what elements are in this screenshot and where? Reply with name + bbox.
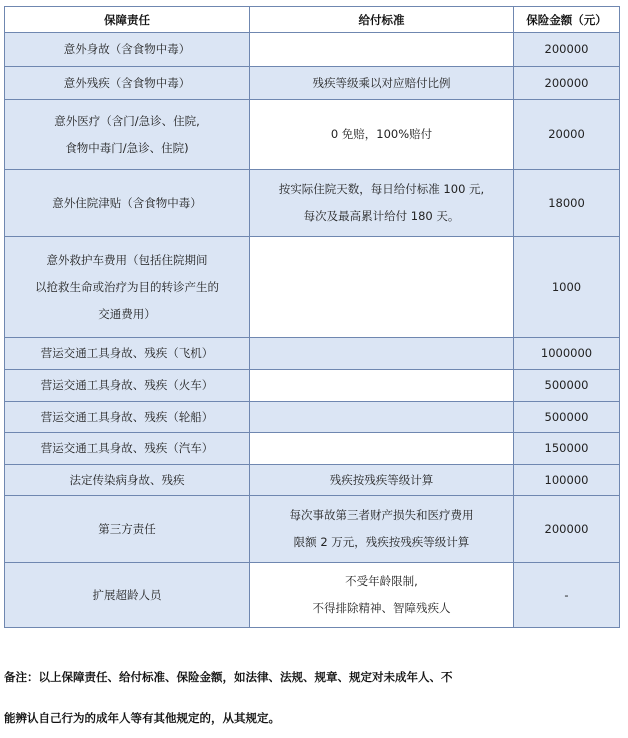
amount-cell: 500000 <box>514 402 620 433</box>
amount-cell: 20000 <box>514 100 620 170</box>
amount-cell: 500000 <box>514 370 620 402</box>
coverage-text: 营运交通工具身故、残疾（轮船） <box>40 409 214 424</box>
header-standard: 给付标准 <box>250 7 514 33</box>
coverage-text: 意外身故（含食物中毒） <box>63 42 191 56</box>
table-row <box>5 496 620 563</box>
amount-cell: 200000 <box>514 33 620 67</box>
standard-cell <box>250 563 514 628</box>
header-amount: 保险金额（元） <box>514 7 620 33</box>
standard-text: 不受年龄限制, <box>345 574 418 588</box>
table-row <box>5 33 620 67</box>
standard-text: 残疾按残疾等级计算 <box>329 472 434 487</box>
coverage-text: 交通费用） <box>98 306 156 321</box>
standard-cell <box>250 67 514 100</box>
coverage-cell <box>5 496 250 563</box>
coverage-text: 第三方责任 <box>98 521 156 536</box>
table-row <box>5 465 620 496</box>
coverage-text: 扩展超龄人员 <box>92 587 162 602</box>
coverage-cell <box>5 433 250 465</box>
coverage-cell <box>5 563 250 628</box>
standard-cell <box>250 465 514 496</box>
coverage-cell <box>5 67 250 100</box>
table-header-row <box>5 7 620 33</box>
coverage-text: 意外残疾（含食物中毒） <box>63 75 191 90</box>
standard-cell <box>250 433 514 465</box>
amount-cell: 18000 <box>514 170 620 237</box>
coverage-text: 营运交通工具身故、残疾（飞机） <box>40 346 214 360</box>
coverage-cell <box>5 370 250 402</box>
amount-cell: 200000 <box>514 496 620 563</box>
amount-cell: 1000 <box>514 237 620 338</box>
table-row <box>5 563 620 628</box>
coverage-text: 意外救护车费用（包括住院期间 <box>46 252 208 267</box>
coverage-cell <box>5 237 250 338</box>
coverage-table <box>4 6 620 628</box>
standard-cell <box>250 100 514 170</box>
coverage-text: 意外住院津贴（含食物中毒） <box>52 195 202 210</box>
standard-cell <box>250 496 514 563</box>
coverage-text: 营运交通工具身故、残疾（汽车） <box>40 441 214 455</box>
amount-cell: 100000 <box>514 465 620 496</box>
table-row <box>5 402 620 433</box>
standard-text: 每次事故第三者财产损失和医疗费用 <box>289 508 474 522</box>
header-coverage: 保障责任 <box>5 7 250 33</box>
table-row <box>5 237 620 338</box>
amount-cell: 200000 <box>514 67 620 100</box>
standard-text: 限额 2 万元，残疾按残疾等级计算 <box>293 535 470 549</box>
coverage-cell <box>5 170 250 237</box>
standard-text: 按实际住院天数，每日给付标准 100 元, <box>278 182 485 196</box>
amount-cell: 150000 <box>514 433 620 465</box>
table-row <box>5 100 620 170</box>
coverage-cell <box>5 33 250 67</box>
coverage-text: 以抢救生命或治疗为目的转诊产生的 <box>35 279 219 294</box>
table-row <box>5 67 620 100</box>
standard-cell <box>250 170 514 237</box>
coverage-text: 食物中毒门/急诊、住院) <box>65 140 189 155</box>
standard-cell <box>250 237 514 338</box>
coverage-cell <box>5 465 250 496</box>
table-row <box>5 433 620 465</box>
coverage-cell <box>5 100 250 170</box>
table-row <box>5 370 620 402</box>
coverage-cell <box>5 402 250 433</box>
standard-cell <box>250 33 514 67</box>
remark-line-1: 备注：以上保障责任、给付标准、保险金额，如法律、法规、规章、规定对未成年人、不 <box>4 670 453 684</box>
table-row <box>5 338 620 370</box>
standard-text: 残疾等级乘以对应赔付比例 <box>312 75 451 90</box>
standard-text: 每次及最高累计给付 180 天。 <box>303 209 460 223</box>
standard-cell <box>250 338 514 370</box>
standard-cell <box>250 402 514 433</box>
coverage-cell <box>5 338 250 370</box>
coverage-text: 意外医疗（含门/急诊、住院, <box>54 113 200 128</box>
coverage-text: 营运交通工具身故、残疾（火车） <box>40 378 214 392</box>
amount-cell: 1000000 <box>514 338 620 370</box>
amount-cell: - <box>514 563 620 628</box>
table-row <box>5 170 620 237</box>
table-body <box>5 33 620 628</box>
standard-text: 0 免赔，100%赔付 <box>330 127 433 141</box>
remark-line-2: 能辨认自己行为的成年人等有其他规定的，从其规定。 <box>4 711 280 725</box>
standard-text: 不得排除精神、智障残疾人 <box>312 601 451 615</box>
standard-cell <box>250 370 514 402</box>
coverage-text: 法定传染病身故、残疾 <box>69 472 185 487</box>
